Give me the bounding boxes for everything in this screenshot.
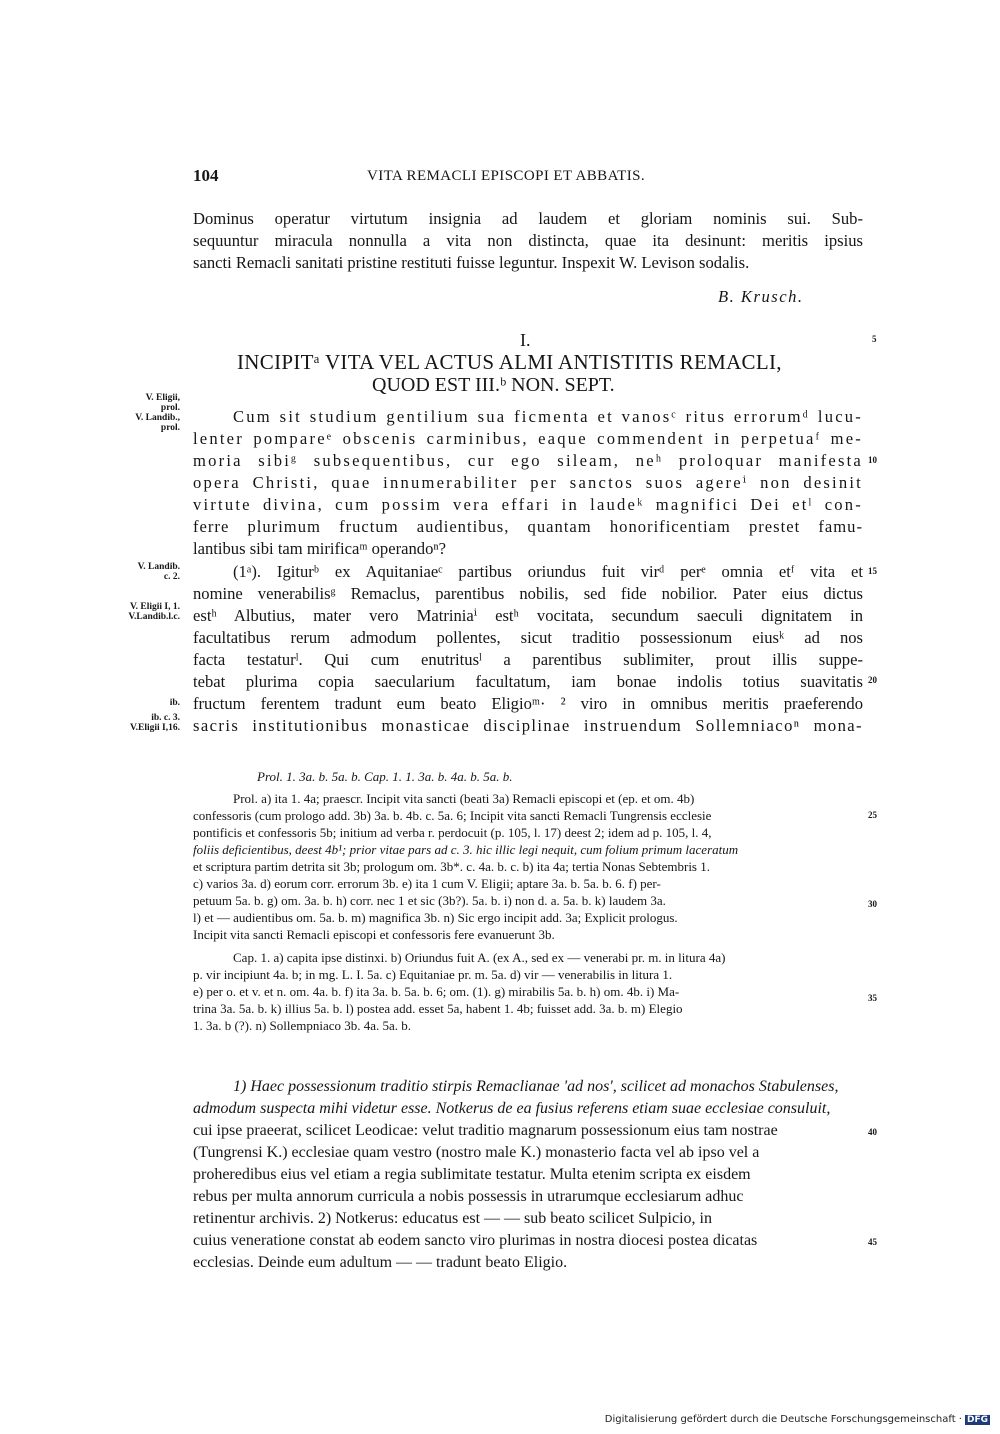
apparatus-line: foliis deficientibus, deest 4b¹; prior vitae pars ad c. 3. hic illic legi nequit, cum folium primum laceratum	[193, 842, 739, 857]
intro-line: Dominus operatur virtutum insignia ad laudem et gloriam nominis sui. Sub-	[193, 209, 863, 228]
chapter-line: facta testaturˡ. Qui cum enutritusˡ a parentibus sublimiter, prout illis suppe-	[193, 650, 863, 669]
prologue-line: virtute divina, cum possim vera effari in laudeᵏ magnifici Dei etˡ con-	[193, 495, 863, 514]
chapter-line: fructum ferentem tradunt eum beato Eligioᵐ· ² viro in omnibus meritis praeferendo	[193, 694, 863, 713]
chapter-line: sacris institutionibus monasticae disciplinae instruendum Sollemniacoⁿ mona-	[193, 716, 863, 735]
chapter-line: (1ᵃ). Igiturᵇ ex Aquitaniaeᶜ partibus oriundus fuit virᵈ perᵉ omnia etᶠ vita et	[233, 562, 863, 581]
line-number: 30	[868, 899, 877, 909]
margin-reference: ib.	[169, 698, 180, 708]
apparatus-sigla: Prol. 1. 3a. b. 5a. b. Cap. 1. 1. 3a. b. 4a. b. 5a. b.	[257, 769, 513, 784]
margin-reference: V. Landib. c. 2.	[137, 562, 180, 582]
line-number: 20	[868, 675, 877, 685]
section-number: I.	[520, 330, 531, 350]
apparatus-line: l) et — audientibus om. 5a. b. m) magnifica 3b. n) Sic ergo incipit add. 3a; Explicit prologus.	[193, 910, 678, 925]
footnote-line: admodum suspecta mihi videtur esse. Notkerus de ea fusius referens etiam suae ecclesiae consuluit,	[193, 1100, 831, 1117]
chapter-line: tebat plurima copia saecularium facultatum, iam bonae indolis totius suavitatis	[193, 672, 863, 691]
digitization-credit	[605, 1414, 990, 1425]
prologue-line: moria sibiᵍ subsequentibus, cur ego sileam, neʰ proloquar manifesta	[193, 451, 863, 470]
page-number: 104	[193, 166, 219, 185]
apparatus-line: Prol. a) ita 1. 4a; praescr. Incipit vita sancti (beati 3a) Remacli episcopi et (ep. et om. 4b)	[233, 791, 695, 806]
title-subheading: QUOD EST III.ᵇ NON. SEPT.	[372, 374, 615, 396]
signature: B. Krusch.	[718, 287, 804, 306]
footnote-line: (Tungrensi K.) ecclesiae quam vestro (nostro male K.) monasterio facta vel ab ipso vel a	[193, 1144, 760, 1161]
apparatus-line: p. vir incipiunt 4a. b; in mg. L. I. 5a. c) Equitaniae pr. m. 5a. d) vir — venerabilis in litura 1.	[193, 967, 673, 982]
apparatus-line: petuum 5a. b. g) om. 3a. b. h) corr. nec 1 et sic (3b?). 5a. b. i) non d. a. 5a. b. k) laudem 3a.	[193, 893, 666, 908]
footnote-line: proheredibus eius vel etiam a regia sublimitate testatur. Multa etenim scripta ex eisdem	[193, 1166, 751, 1183]
dfg-logo: DFG	[966, 1415, 988, 1425]
line-number: 10	[868, 455, 877, 465]
title-heading: INCIPITᵃ VITA VEL ACTUS ALMI ANTISTITIS REMACLI,	[237, 350, 782, 374]
apparatus-line: c) varios 3a. d) eorum corr. errorum 3b. e) ita 1 cum V. Eligii; aptare 3a. b. 5a. b. 6. f) per-	[193, 876, 661, 891]
intro-line: sancti Remacli sanitati pristine restituti fuisse leguntur. Inspexit W. Levison sodalis.	[193, 253, 750, 272]
chapter-line: nomine venerabilisᵍ Remaclus, parentibus nobilis, sed fide nobilior. Pater eius dictus	[193, 584, 863, 603]
apparatus-line: 1. 3a. b (?). n) Sollempniaco 3b. 4a. 5a. b.	[193, 1018, 412, 1033]
line-number: 15	[868, 566, 877, 576]
margin-reference: ib. c. 3. V.Eligii I,16.	[130, 713, 180, 733]
prologue-line: lantibus sibi tam mirificaᵐ operandoⁿ?	[193, 539, 446, 558]
footnote-line: cui ipse praeerat, scilicet Leodicae: velut traditio magnarum possessionum eius tam nostrae	[193, 1122, 778, 1139]
line-number: 25	[868, 810, 877, 820]
chapter-line: facultatibus rerum admodum pollentes, sicut traditio possessionum eiusᵏ ad nos	[193, 628, 863, 647]
apparatus-line: confessoris (cum prologo add. 3b) 3a. b. 4b. c. 5a. 6; Incipit vita sancti Remacli Tungrensis ecclesie	[193, 808, 712, 823]
margin-reference: V. Eligii, prol. V. Landib., prol.	[135, 393, 180, 433]
footnote-line: ecclesias. Deinde eum adultum — — tradunt beato Eligio.	[193, 1254, 568, 1271]
prologue-line: opera Christi, quae innumerabiliter per sanctos suos agereⁱ non desinit	[193, 473, 863, 492]
margin-reference: V. Eligii I, 1. V.Landib.l.c.	[128, 602, 180, 622]
footnote-line: retinentur archivis. 2) Notkerus: educatus est — — sub beato scilicet Sulpicio, in	[193, 1210, 712, 1227]
line-number: 35	[868, 993, 877, 1003]
footnote-line: rebus per multa annorum curricula a nobis possessis in utrarumque ecclesiarum adhuc	[193, 1188, 744, 1205]
line-number: 45	[868, 1237, 877, 1247]
prologue-line: lenter pompareᵉ obscenis carminibus, eaque commendent in perpetuaᶠ me-	[193, 429, 863, 448]
apparatus-line: e) per o. et v. et n. om. 4a. b. f) ita 3a. b. 5a. b. 6; om. (1). g) mirabilis 5a. b. h) om. 4b. i) Ma-	[193, 984, 680, 999]
prologue-line: ferre plurimum fructum audientibus, quantam honorificentiam prestet famu-	[193, 517, 863, 536]
prologue-line: Cum sit studium gentilium sua ficmenta et vanosᶜ ritus errorumᵈ lucu-	[233, 407, 863, 426]
apparatus-line: Incipit vita sancti Remacli episcopi et confessoris fere evanuerunt 3b.	[193, 927, 555, 942]
running-title: VITA REMACLI EPISCOPI ET ABBATIS.	[367, 168, 645, 184]
apparatus-line: pontificis et confessoris 5b; initium ad verba r. perdocuit (p. 105, l. 17) deest 2; idem ad p. 105, l. 4,	[193, 825, 712, 840]
footnote-line: cuius veneratione constat ab eodem sancto viro plurimas in nostra diocesi postea dicatas	[193, 1232, 758, 1249]
apparatus-line: et scriptura partim detrita sit 3b; prologum om. 3b*. c. 4a. b. c. b) ita 4a; tertia Nonas Sebtembris 1.	[193, 859, 710, 874]
footnote-line: 1) Haec possessionum traditio stirpis Remaclianae 'ad nos', scilicet ad monachos Stabulenses,	[233, 1078, 839, 1095]
intro-line: sequuntur miracula nonnulla a vita non distincta, quae ita desinunt: meritis ipsius	[193, 231, 863, 250]
line-number: 40	[868, 1127, 877, 1137]
line-number: 5	[872, 334, 877, 344]
credit-text: Digitalisierung gefördert durch die Deutsche Forschungsgemeinschaft ·	[604, 1414, 962, 1425]
apparatus-line: Cap. 1. a) capita ipse distinxi. b) Oriundus fuit A. (ex A., sed ex — venerabi pr. m. in litura 4a)	[233, 950, 726, 965]
apparatus-line: trina 3a. 5a. b. k) illius 5a. b. l) postea add. esset 5a, habent 1. 4b; fuisset add. 3a. b. m) Elegio	[193, 1001, 683, 1016]
chapter-line: estʰ Albutius, mater vero Matriniaⁱ estʰ vocitata, secundum saeculi dignitatem in	[193, 606, 863, 625]
